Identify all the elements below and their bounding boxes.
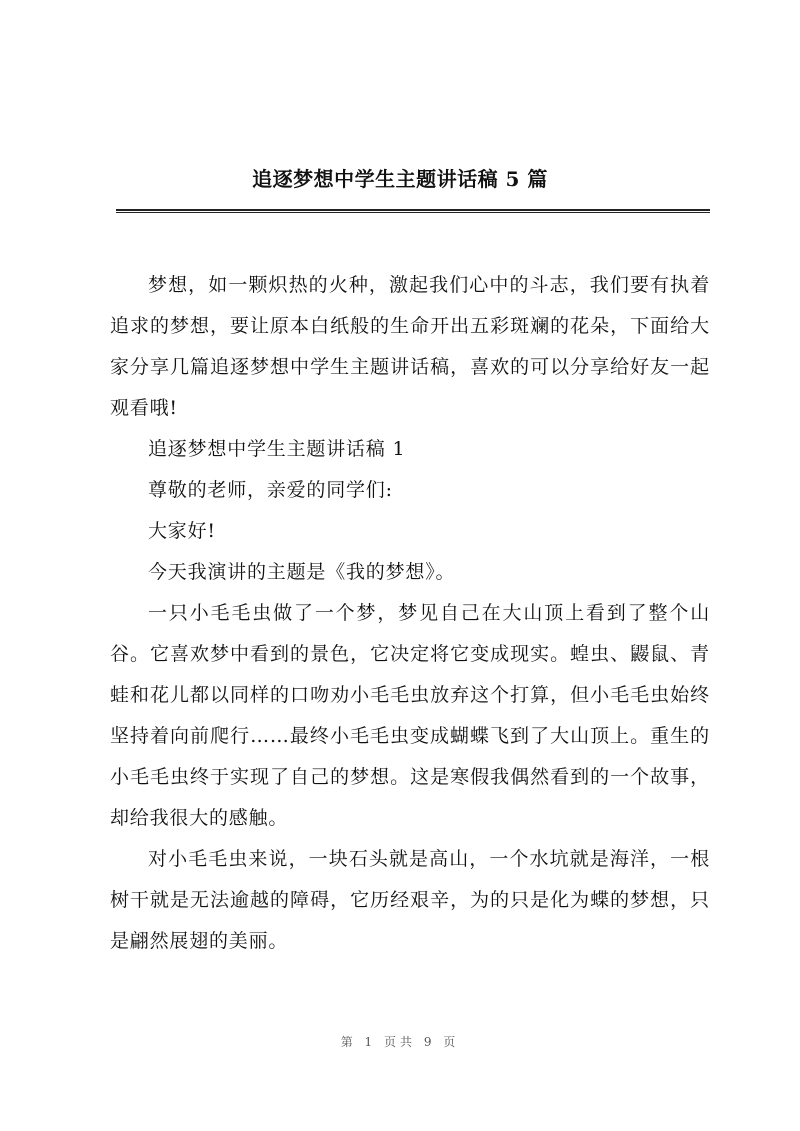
paragraph-topic: 今天我演讲的主题是《我的梦想》。 <box>148 561 456 583</box>
paragraph-intro: 梦想，如一颗炽热的火种，激起我们心中的斗志，我们要有执着追求的梦想，要让原本白纸般的生命开出五彩斑斓的花朵，下面给大家分享几篇追逐梦想中学生主题讲话稿，喜欢的可以分享给好友一起观看哦! <box>110 274 710 419</box>
document-title: 追逐梦想中学生主题讲话稿 5 篇 <box>252 167 548 191</box>
paragraph-salutation: 尊敬的老师，亲爱的同学们: <box>148 479 393 501</box>
title-divider <box>116 209 710 213</box>
paragraph-speech-heading: 追逐梦想中学生主题讲话稿 1 <box>148 438 406 460</box>
paragraph-reflection: 对小毛毛虫来说，一块石头就是高山，一个水坑就是海洋，一根树干就是无法逾越的障碍，它历经艰辛，为的只是化为蝶的梦想，只是翩然展翅的美丽。 <box>110 848 710 952</box>
paragraph-greeting: 大家好! <box>148 520 216 542</box>
page-number-footer: 第 1 页共 9 页 <box>340 1035 460 1049</box>
document-body <box>110 265 710 962</box>
paragraph-story: 一只小毛毛虫做了一个梦，梦见自己在大山顶上看到了整个山谷。它喜欢梦中看到的景色，它决定将它变成现实。蝗虫、鼹鼠、青蛙和花儿都以同样的口吻劝小毛毛虫放弃这个打算，但小毛毛虫始终坚持着向前爬行……最终小毛毛虫变成蝴蝶飞到了大山顶上。重生的小毛毛虫终于实现了自己的梦想。这是寒假我偶然看到的一个故事，却给我很大的感触。 <box>110 602 710 829</box>
